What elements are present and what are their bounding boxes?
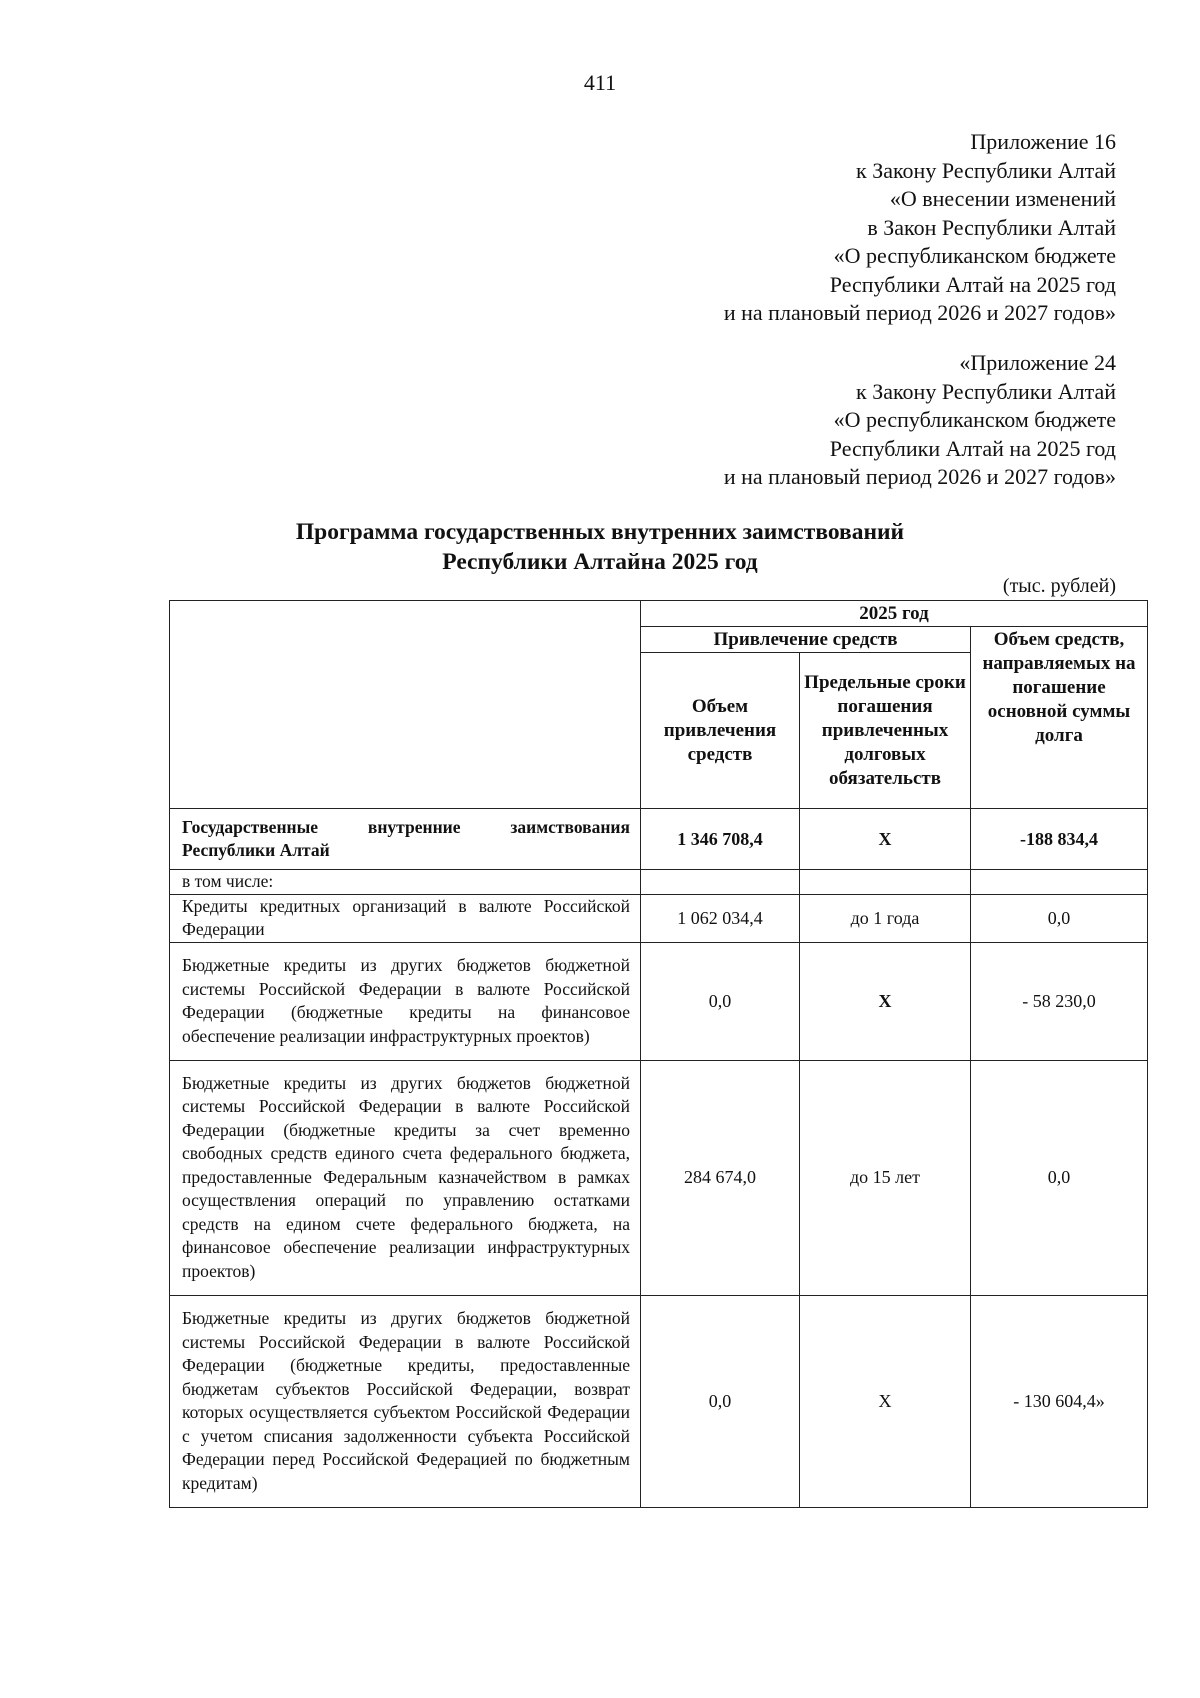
table-row (170, 1295, 1148, 1507)
row-term: Х (800, 1295, 971, 1507)
table-row (170, 809, 1148, 870)
table-row (170, 894, 1148, 942)
borrowings-table (169, 600, 1148, 1508)
title-line: Программа государственных внутренних заимствований (295, 519, 905, 545)
row-volume: 1 346 708,4 (641, 809, 800, 870)
page-number: 411 (583, 70, 617, 95)
appendix-line: и на плановый период 2026 и 2027 годов» (723, 464, 1116, 489)
table-row (170, 870, 1148, 895)
row-term (800, 870, 971, 895)
row-repayment: - 58 230,0 (971, 942, 1148, 1060)
row-term: до 15 лет (800, 1060, 971, 1295)
row-repayment: 0,0 (971, 1060, 1148, 1295)
appendix-header-24 (724, 349, 1116, 492)
units-label: (тыс. рублей) (1002, 575, 1116, 597)
row-name: Бюджетные кредиты из других бюджетов бюджетной системы Российской Федерации в валюте Российской Федерации (бюджетные кредиты, предоставленные бюджетам субъектов Российской Федерации, возврат которых осуществляется субъектом Российской Федерации с учетом списания задолженности субъекта Российской Федерации перед Российской Федерацией по бюджетным кредитам) (170, 1295, 641, 1507)
appendix-line: к Закону Республики Алтай (856, 378, 1116, 404)
header-attraction: Привлечение средств (641, 627, 971, 653)
row-name: Кредиты кредитных организаций в валюте Российской Федерации (170, 894, 641, 942)
appendix-line: Республики Алтай на 2025 год (829, 271, 1116, 297)
appendix-line: в Закон Республики Алтай (867, 214, 1116, 240)
row-name: Бюджетные кредиты из других бюджетов бюджетной системы Российской Федерации в валюте Российской Федерации (бюджетные кредиты на финансовое обеспечение реализации инфраструктурных проектов) (170, 942, 641, 1060)
header-terms: Предельные сроки погашения привлеченных долговых обязательств (800, 653, 971, 809)
row-term: до 1 года (800, 894, 971, 942)
row-volume (641, 870, 800, 895)
document-title (0, 517, 1200, 577)
header-volume: Объем привлечения средств (641, 653, 800, 809)
header-empty-cell (170, 601, 641, 809)
row-repayment (971, 870, 1148, 895)
header-repayment: Объем средств, направляемых на погашение основной суммы долга (971, 627, 1148, 809)
row-name: Государственные внутренние заимствования Республики Алтай (170, 809, 641, 870)
appendix-line: «О внесении изменений (889, 186, 1116, 211)
row-volume: 284 674,0 (641, 1060, 800, 1295)
row-repayment: 0,0 (971, 894, 1148, 942)
row-term: Х (800, 942, 971, 1060)
row-volume: 0,0 (641, 1295, 800, 1507)
appendix-line: «О республиканском бюджете (833, 407, 1116, 432)
table-row (170, 1060, 1148, 1295)
appendix-header-16 (724, 128, 1116, 328)
row-volume: 1 062 034,4 (641, 894, 800, 942)
header-year: 2025 год (641, 601, 1148, 627)
appendix-line: и на плановый период 2026 и 2027 годов» (723, 300, 1116, 325)
row-name: Бюджетные кредиты из других бюджетов бюджетной системы Российской Федерации в валюте Российской Федерации (бюджетные кредиты за счет временно свободных средств единого счета федерального бюджета, предоставленные Федеральным казначейством в рамках осуществления операций по управлению остатками средств на едином счете федерального бюджета, на финансовое обеспечение реализации инфраструктурных проектов) (170, 1060, 641, 1295)
appendix-line: к Закону Республики Алтай (856, 157, 1116, 183)
title-line: Республики Алтайна 2025 год (442, 549, 758, 575)
appendix-line: Республики Алтай на 2025 год (829, 435, 1116, 461)
table-row (170, 942, 1148, 1060)
row-repayment: - 130 604,4» (971, 1295, 1148, 1507)
row-term: Х (800, 809, 971, 870)
appendix-line: Приложение 16 (970, 129, 1116, 154)
row-volume: 0,0 (641, 942, 800, 1060)
appendix-line: «Приложение 24 (959, 350, 1116, 375)
row-name: в том числе: (170, 870, 641, 895)
appendix-line: «О республиканском бюджете (833, 243, 1116, 268)
row-repayment: -188 834,4 (971, 809, 1148, 870)
